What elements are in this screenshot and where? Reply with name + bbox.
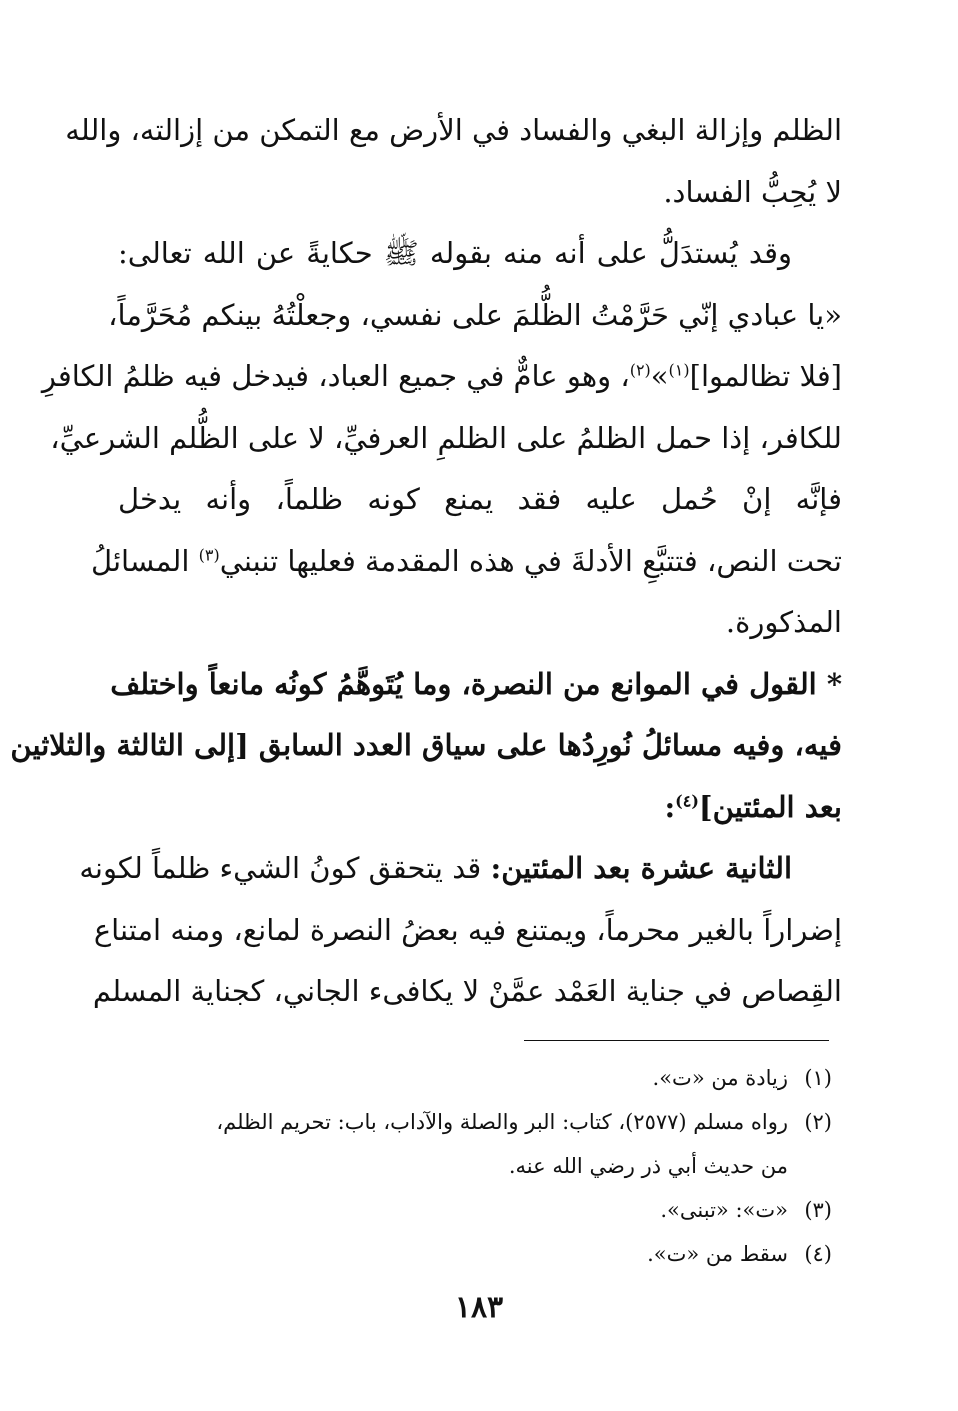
footnote-text: «ت»: «تبنى». [660,1198,788,1222]
inline-text: المسائلُ [91,543,190,578]
footnote-number: (٢) [804,1110,832,1134]
footnote-text: زيادة من «ت». [652,1066,788,1090]
footnote-separator [524,1040,829,1041]
footnote-text: سقط من «ت». [647,1242,788,1266]
footnote-ref-3[interactable]: (٣) [198,544,220,564]
issue-label: الثانية عشرة بعد المئتين: [490,851,792,885]
text-line: إضراراً بالغير محرماً، ويمتنع فيه بعضُ النصرة لمانع، ومنه امتناع [93,912,842,947]
inline-text: قد يتحقق كونُ الشيء ظلماً لكونه [79,851,482,885]
inline-text: بعد المئتين] [698,789,842,824]
text-line: القِصاص في جناية العَمْد عمَّنْ لا يكافىء الجاني، كجناية المسلم [92,974,842,1008]
section-heading [10,654,842,839]
footnote-4 [118,1232,832,1276]
text-line: الظلم وإزالة البغي والفساد في الأرض مع التمكن من إزالته، والله [65,113,842,147]
text-line: فيه، وفيه مسائلُ نُورِدُها على سياق العدد السابق [إلى الثالثة والثلاثين [10,728,842,762]
text-line: * القول في الموانع من النصرة، وما يُتَوهَّمُ كونُه مانعاً واختلف [110,666,842,701]
bracketed-text: [فلا تظالموا] [689,359,842,393]
footnote-1 [118,1056,832,1100]
text-line [91,531,842,593]
footnote-2 [118,1100,832,1144]
footnote-number: (٤) [804,1242,832,1266]
text-line: لا يُحِبُّ الفساد. [663,174,842,209]
text-line: المذكورة. [725,605,842,639]
inline-text: تحت النص، فتتبَّعِ الأدلةَ في هذه المقدمة فعليها تنبني [219,543,842,578]
inline-text: : [664,789,676,824]
footnote-ref-2[interactable]: (٢) [629,360,651,380]
footnote-2-continuation: من حديث أبي ذر رضي الله عنه. [508,1154,788,1178]
inline-text: ، وهو عامٌّ في جميع العباد، فيدخل فيه ظلمُ الكافرِ [41,359,630,393]
text-line [118,777,842,839]
text-line [79,838,842,900]
page-number: ١٨٣ [454,1290,504,1325]
footnote-3 [118,1188,832,1232]
footnote-text: رواه مسلم (٢٥٧٧)، كتاب: البر والصلة والآداب، باب: تحريم الظلم، [216,1110,788,1134]
quote-mark: » [650,359,669,393]
text-line: فإنَّه إنْ حُمل عليه فقد يمنع كونه ظلماً، وأنه يدخل [118,482,842,516]
text-line: للكافر، إذا حمل الظلمُ على الظلمِ العرفيِّ، لا على الظُّلم الشرعيِّ، [50,420,842,455]
paragraph-2 [41,223,842,654]
paragraph-3 [79,838,842,1023]
page-body [10,100,842,1023]
footnote-number: (١) [804,1066,832,1090]
footnote-ref-4[interactable]: (٤) [675,790,699,810]
footnote-number: (٣) [804,1198,832,1222]
footnote-ref-1[interactable]: (١) [668,360,690,380]
text-line: «يا عبادي إنّي حَرَّمْتُ الظُّلمَ على نفسي، وجعلْتُهُ بينكم مُحَرَّماً، [108,297,842,332]
footnotes [118,1056,832,1276]
paragraph-1 [65,100,842,223]
text-line [41,346,842,408]
text-line: وقد يُستدَلُّ على أنه منه بقوله ﷺ حكايةً عن الله تعالى: [118,236,792,270]
